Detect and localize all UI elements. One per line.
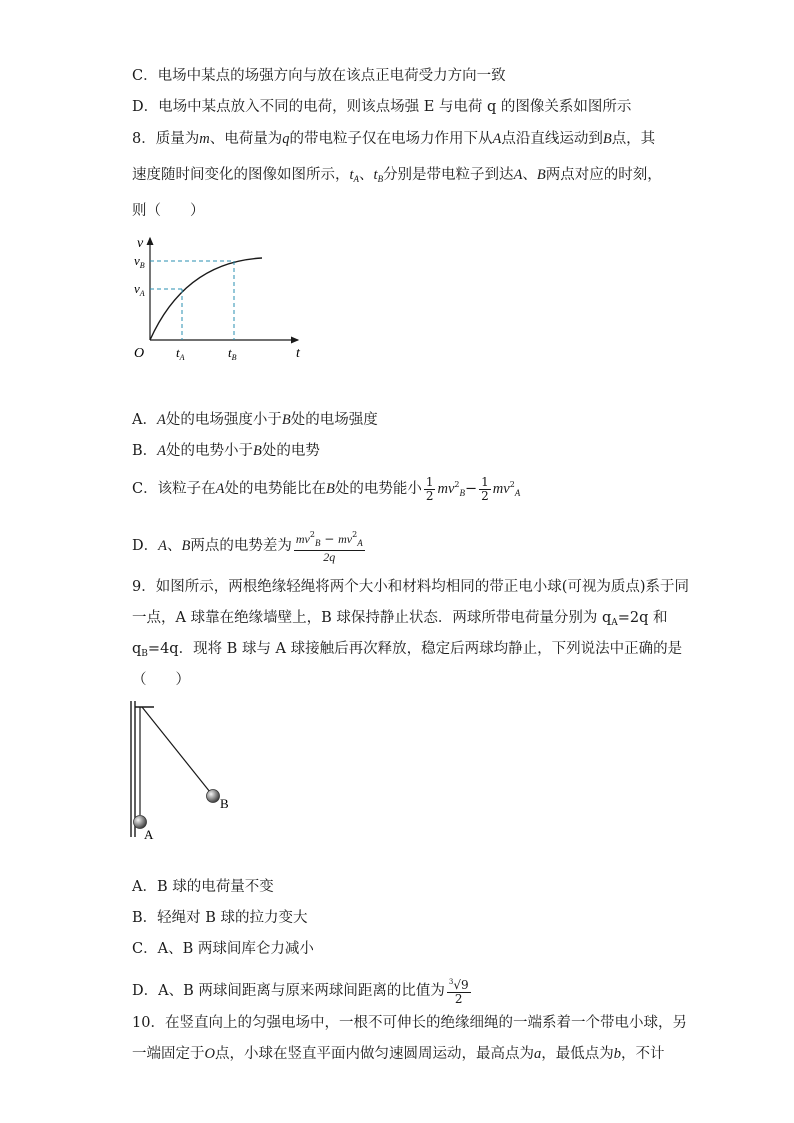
- q9-stem-line3: $q_B=4q$．现将 B 球与 A 球接触后再次释放，稳定后两球均静止，下列说法中正确的是: [132, 641, 683, 659]
- q10-stem-line1: 10．在竖直向上的匀强电场中，一根不可伸长的绝缘细绳的一端系着一个带电小球，另: [132, 1015, 687, 1031]
- graph-label-t: t: [296, 346, 300, 361]
- q9-stem-line2: 一点，A 球靠在绝缘墙壁上，B 球保持静止状态．两球所带电荷量分别为 $q_A=2q$ 和: [132, 610, 668, 628]
- q9-option-c: C．A、B 两球间库仑力减小: [132, 941, 314, 957]
- q9-stem-line1: 9．如图所示，两根绝缘轻绳将两个大小和材料均相同的带正电小球(可视为质点)系于同: [132, 579, 690, 595]
- q9-option-b: B．轻绳对 B 球的拉力变大: [132, 910, 308, 926]
- q9-option-d: D．A、B 两球间距离与原来两球间距离的比值为 $\frac{^3√9}{2}$: [132, 978, 469, 1006]
- graph-label-origin: O: [134, 346, 145, 361]
- q8-stem-line2: 速度随时间变化的图像如图所示，$t_A$、$t_B$分别是带电粒子到达A、B两点对应的时刻，: [132, 167, 662, 184]
- string-to-b: [142, 707, 210, 792]
- label-ball-b: B: [220, 796, 229, 811]
- q8-option-a: A．A处的电场强度小于B处的电场强度: [132, 412, 378, 428]
- q8-velocity-time-graph: [130, 232, 310, 368]
- graph-label-vA: $v_A$: [134, 281, 145, 298]
- q10-stem-line2: 一端固定于O点，小球在竖直平面内做匀速圆周运动，最高点为a，最低点为b，不计: [132, 1046, 665, 1062]
- q8-option-b: B．A处的电势小于B处的电势: [132, 443, 320, 459]
- graph-label-tB: $t_B$: [228, 345, 237, 362]
- ball-b: [207, 790, 220, 803]
- q9-option-a: A．B 球的电荷量不变: [132, 879, 274, 895]
- q8-stem-line3: 则（ ）: [132, 203, 205, 219]
- q9-pendulum-figure: [124, 697, 244, 843]
- q7-option-c: C．电场中某点的场强方向与放在该点正电荷受力方向一致: [132, 68, 506, 84]
- graph-label-v: v: [137, 236, 144, 251]
- label-ball-a: A: [144, 827, 154, 842]
- graph-label-vB: $v_B$: [134, 253, 145, 270]
- q8-option-d: D．A、B两点的电势差为 $\frac{mv^2_B - mv^2_A}{2q}$: [132, 530, 363, 564]
- q7-option-d: D．电场中某点放入不同的电荷，则该点场强 E 与电荷 q 的图像关系如图所示: [132, 99, 632, 115]
- graph-velocity-curve: [150, 258, 262, 340]
- q9-stem-line4: （ ）: [132, 672, 190, 688]
- q8-option-c: C．该粒子在A处的电势能比在B处的电势能小 $\frac{1}{2}$ $mv^2_B-$ $\frac{1}{2}$ $mv^2_A$: [132, 474, 521, 503]
- graph-label-tA: $t_A$: [176, 345, 185, 362]
- q8-stem-line1: 8．质量为m、电荷量为q的带电粒子仅在电场力作用下从A点沿直线运动到B点，其: [132, 131, 656, 147]
